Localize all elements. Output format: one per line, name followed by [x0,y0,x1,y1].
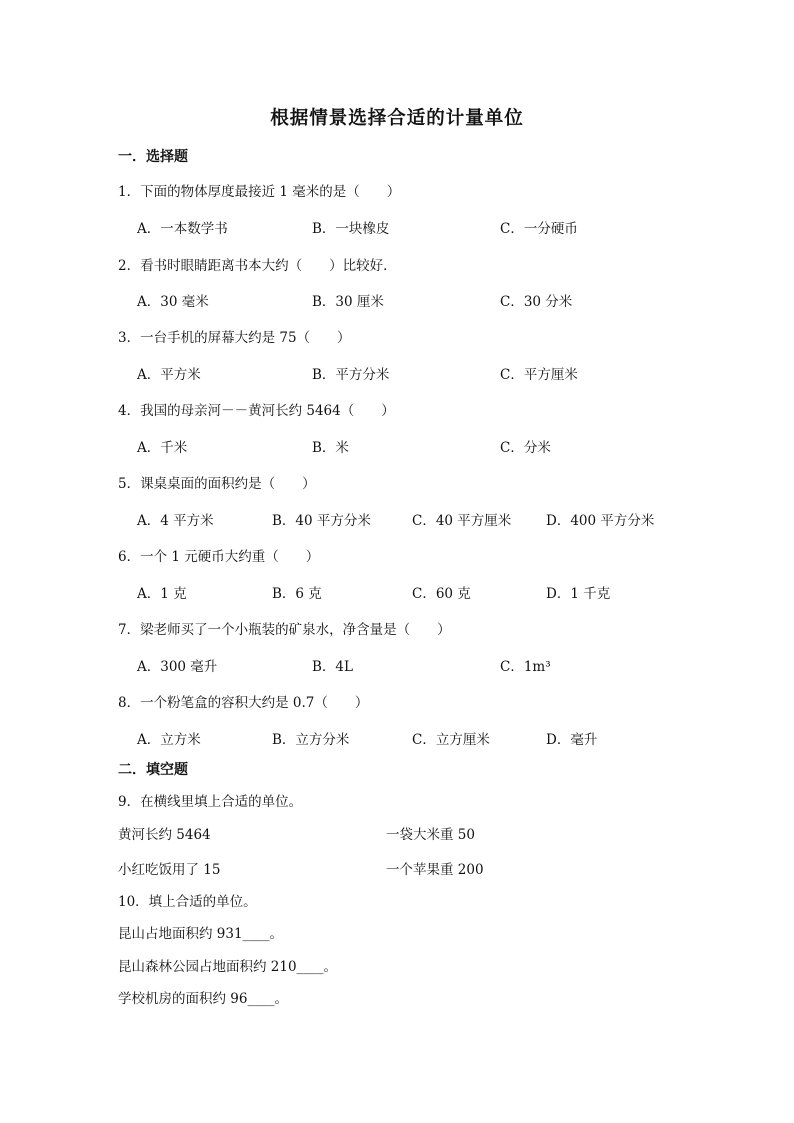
question-3: 3．一台手机的屏幕大约是 75（ ） [118,330,351,346]
option-5a: A．4 平方米 [137,513,214,529]
question-5: 5．课桌桌面的面积约是（ ） [118,476,316,492]
option-2a: A．30 毫米 [137,294,209,310]
option-5b: B．40 平方分米 [272,513,371,529]
question-10: 10．填上合适的单位。 [118,894,257,910]
option-1b: B．一块橡皮 [312,221,390,237]
fill-line-2: 昆山森林公园占地面积约 210____。 [118,959,338,975]
page-title: 根据情景选择合适的计量单位 [270,108,524,129]
question-1: 1．下面的物体厚度最接近 1 毫米的是（ ） [118,184,401,200]
question-9: 9．在横线里填上合适的单位。 [118,794,303,810]
option-6d: D．1 千克 [546,586,611,602]
fill-item-1: 黄河长约 5464 [118,827,211,843]
option-8b: B．立方分米 [272,732,350,748]
option-7a: A．300 毫升 [137,659,218,675]
option-4c: C．分米 [500,440,551,456]
question-6: 6．一个 1 元硬币大约重（ ） [118,549,320,565]
question-8: 8．一个粉笔盒的容积大约是 0.7（ ） [118,695,369,711]
option-7b: B．4L [312,659,353,675]
fill-item-4: 一个苹果重 200 [386,862,484,878]
option-2b: B．30 厘米 [312,294,384,310]
option-6c: C．60 克 [412,586,471,602]
fill-line-3: 学校机房的面积约 96____。 [118,991,288,1007]
option-5c: C．40 平方厘米 [412,513,512,529]
option-4a: A．千米 [137,440,188,456]
option-3c: C．平方厘米 [500,367,578,383]
option-8c: C．立方厘米 [412,732,490,748]
option-3a: A．平方米 [137,367,201,383]
fill-item-3: 小红吃饭用了 15 [118,862,221,878]
question-4: 4．我国的母亲河－－黄河长约 5464（ ） [118,403,395,419]
option-2c: C．30 分米 [500,294,573,310]
question-2: 2．看书时眼睛距离书本大约（ ）比较好． [118,258,397,274]
section-heading-fill: 二．填空题 [118,762,188,778]
option-8d: D．毫升 [546,732,598,748]
option-5d: D．400 平方分米 [546,513,655,529]
option-1c: C．一分硬币 [500,221,578,237]
option-6b: B．6 克 [272,586,322,602]
option-8a: A．立方米 [137,732,201,748]
option-3b: B．平方分米 [312,367,390,383]
fill-line-1: 昆山占地面积约 931____。 [118,926,284,942]
option-7c: C．1m³ [500,659,551,675]
section-heading-choice: 一．选择题 [118,149,188,165]
option-1a: A．一本数学书 [137,221,228,237]
option-6a: A．1 克 [137,586,187,602]
question-7: 7．梁老师买了一个小瓶装的矿泉水，净含量是（ ） [118,622,451,638]
fill-item-2: 一袋大米重 50 [386,827,475,843]
option-4b: B．米 [312,440,349,456]
